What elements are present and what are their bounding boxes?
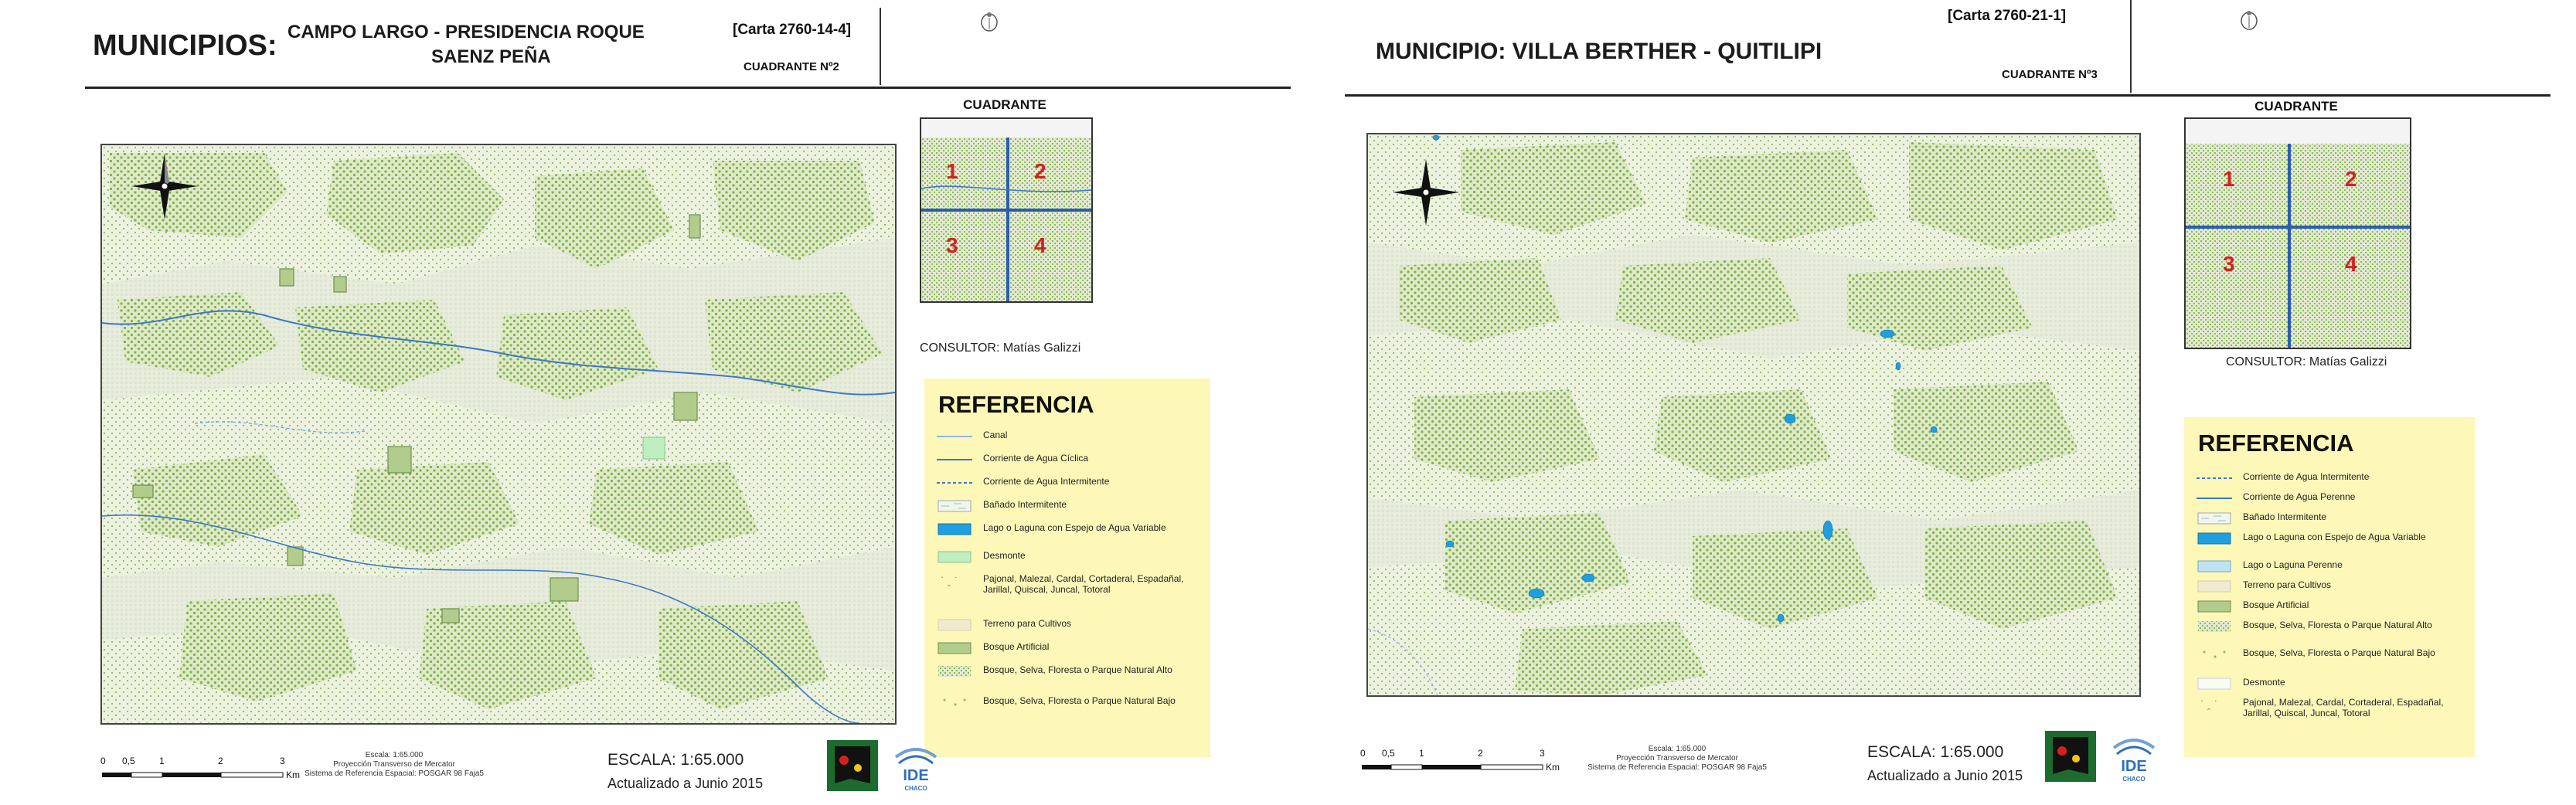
legend-item: ˙ ‸ ˙ Pajonal, Malezal, Cardal, Cortaderal, Espadañal, Jarillal, Quiscal, Juncal, Totoral (937, 573, 1192, 595)
legend-item: Bosque, Selva, Floresta o Parque Natural Bajo (937, 695, 1192, 709)
legend-item: Terreno para Cultivos (2197, 579, 2452, 593)
map-canvas (102, 145, 895, 723)
north-arrow-icon (130, 151, 199, 221)
quadrant-index-title: CUADRANTE (963, 97, 1046, 112)
legend-item: Corriente de Agua Perenne (2197, 491, 2452, 505)
lago-variable-icon (2197, 532, 2232, 545)
header-divider (880, 8, 881, 85)
corriente-perenne-icon (2197, 491, 2232, 505)
legend-item: Desmonte (2197, 677, 2452, 691)
bosque-bajo-icon (937, 695, 972, 709)
legend-item: Corriente de Agua Cíclica (937, 453, 1192, 467)
legend-panel (2184, 417, 2475, 757)
pajonal-icon (2197, 697, 2232, 711)
bosque-alto-icon (937, 664, 972, 678)
main-map[interactable] (1366, 133, 2141, 697)
lago-perenne-icon (2197, 559, 2232, 573)
desmonte-area (643, 437, 665, 459)
corriente-intermitente-icon (937, 476, 972, 490)
pajonal-icon (937, 573, 972, 587)
north-arrow-icon (1391, 158, 1461, 227)
ide-chaco-logo: IDE CHACO (2107, 732, 2161, 783)
legend-panel (924, 379, 1210, 757)
quadrant-number: 4 (1034, 233, 1046, 257)
bosque-alto-icon (2197, 620, 2232, 633)
quadrant-number: 2 (2345, 167, 2357, 191)
corriente-intermitente-icon (2197, 471, 2232, 485)
scale-info: Escala: 1:65.000 Proyección Transverso de Mercator Sistema de Referencia Espacial: POSGAR 98 Faja5 (305, 751, 484, 778)
escala-label: ESCALA: 1:65.000 (607, 751, 744, 769)
legend-item: Corriente de Agua Intermitente (2197, 471, 2452, 485)
banado-icon (937, 499, 972, 513)
legend-item: Bosque, Selva, Floresta o Parque Natural Alto (2197, 620, 2452, 633)
updated-label: Actualizado a Junio 2015 (1867, 768, 2023, 783)
legend-item: Lago o Laguna con Espejo de Agua Variable (937, 522, 1192, 536)
escala-label: ESCALA: 1:65.000 (1867, 743, 2004, 761)
consultor-label: CONSULTOR: Matías Galizzi (2226, 355, 2387, 369)
desmonte-icon (937, 550, 972, 564)
map-sheet-right: MUNICIPIO: VILLA BERTHER - QUITILIPI [Carta 2760-21-1] CUADRANTE Nº3 CUADRANTE 1 2 3 4 CONSULTOR: Matías Galizzi REFERENCIA Corriente de Agua Intermitente Corriente de Agua Perenne Bañado Intermitente Lago o Laguna con Espejo de Agua Variable Lago o Laguna Perenne Terreno para Cultivos Bosque Artificial Bosque, Selva, Floresta o Parque Natural Alto Bosque, Selva, Floresta o Parque Natural Bajo Desmonte ˙ ‸ ˙ Pajonal, Malezal, Cardal, Cortaderal, Espadañal, Jarillal, Quiscal, Juncal, Totoral 0 0,5 1 2 3 Km Escala: 1:65.000 Proyección Transverso de Mercator Sistema de Referencia Espacial: POSGAR 98 Faja5 ESCALA: 1:65.000 Actualizado a Junio 2015 IDE CHACO (1345, 0, 2550, 805)
legend-item: Lago o Laguna Perenne (2197, 559, 2452, 573)
seal-icon (979, 11, 999, 32)
svg-text:˙ ‸ ˙: ˙ ‸ ˙ (940, 576, 958, 586)
legend-item: Bosque, Selva, Floresta o Parque Natural Alto (937, 664, 1192, 678)
svg-text:˙ ‸ ˙: ˙ ‸ ˙ (2200, 699, 2218, 710)
quadrant-index-map[interactable] (920, 117, 1093, 303)
legend-item: Terreno para Cultivos (937, 618, 1192, 632)
quadrant-canvas (921, 119, 1091, 301)
cultivo-icon (937, 618, 972, 632)
legend-item: Bañado Intermitente (937, 499, 1192, 513)
quadrant-canvas (2186, 119, 2410, 348)
quadrant-number: 2 (1034, 159, 1046, 183)
lago-variable-icon (937, 522, 972, 536)
sheet-title: MUNICIPIOS: (93, 29, 277, 62)
updated-label: Actualizado a Junio 2015 (607, 776, 764, 791)
legend-item: Canal (937, 430, 1192, 443)
sheet-title: MUNICIPIO: VILLA BERTHER - QUITILIPI (1376, 39, 1822, 64)
ide-chaco-logo: IDE CHACO (889, 742, 943, 792)
consultor-label: CONSULTOR: Matías Galizzi (920, 341, 1081, 355)
bosque-bajo-icon (2197, 647, 2232, 661)
quadrant-number: 1 (2223, 167, 2235, 191)
seal-icon (2239, 9, 2259, 31)
map-sheet-left: MUNICIPIOS: CAMPO LARGO - PRESIDENCIA ROQUE SAENZ PEÑA [Carta 2760-14-4] CUADRANTE Nº2 CUADRANTE 1 2 3 4 CONSULTOR: Matías Galizzi REFERENCIA Canal Corriente de Agua Cíclica Corriente de Agua Intermitente Bañado Intermitente Lago o Laguna con Espejo de Agua Variable Desmonte ˙ ‸ ˙ Pajonal, Malezal, Cardal, Cortaderal, Espadañal, Jarillal, Quiscal, Juncal, Totoral Terreno para Cultivos Bosque Artificial Bosque, Selva, Floresta o Parque Natural Alto Bosque, Selva, Floresta o Parque Natural Bajo 0 0,5 1 2 3 Km Escala: 1:65.000 Proyección Transverso de Mercator Sistema de Referencia Espacial: POSGAR 98 Faja5 ESCALA: 1:65.000 Actualizado a Junio 2015 IDE CHACO (85, 0, 1291, 805)
carta-label: [Carta 2760-21-1] (1948, 8, 2067, 24)
quadrant-number: 4 (2345, 252, 2357, 276)
sheet-subtitle: SAENZ PEÑA (431, 46, 551, 67)
legend-item: Lago o Laguna con Espejo de Agua Variable (2197, 532, 2452, 545)
header-divider (2130, 0, 2132, 93)
legend-title: REFERENCIA (2198, 430, 2354, 457)
legend-item: ˙ ‸ ˙ Pajonal, Malezal, Cardal, Cortaderal, Espadañal, Jarillal, Quiscal, Juncal, Totoral (2197, 697, 2452, 718)
map-canvas (1368, 134, 2139, 695)
scale-info: Escala: 1:65.000 Proyección Transverso de Mercator Sistema de Referencia Espacial: POSGAR 98 Faja5 (1587, 745, 1767, 772)
cuadrante-label: CUADRANTE Nº3 (2002, 68, 2098, 81)
desmonte-icon (2197, 677, 2232, 691)
main-map[interactable] (100, 144, 897, 725)
quadrant-index-map[interactable] (2184, 117, 2411, 349)
corriente-ciclica-icon (937, 453, 972, 467)
legend-title: REFERENCIA (938, 391, 1094, 418)
legend-item: Bosque, Selva, Floresta o Parque Natural Bajo (2197, 647, 2452, 661)
carta-label: [Carta 2760-14-4] (733, 22, 852, 38)
legend-item: Bañado Intermitente (2197, 511, 2452, 525)
scale-bar-graphic (1360, 763, 1561, 774)
legend-item: Bosque Artificial (2197, 600, 2452, 613)
canal-icon (937, 430, 972, 443)
quadrant-number: 1 (946, 159, 958, 183)
scale-bar-graphic (100, 771, 301, 782)
banado-icon (2197, 511, 2232, 525)
quadrant-number: 3 (946, 233, 958, 257)
cultivo-icon (2197, 579, 2232, 593)
legend-item: Desmonte (937, 550, 1192, 564)
province-seal (2195, 9, 2303, 34)
sheet-subtitle: CAMPO LARGO - PRESIDENCIA ROQUE (288, 22, 645, 42)
bosque-artificial-icon (2197, 600, 2232, 613)
header-rule (1345, 94, 2550, 97)
cuadrante-label: CUADRANTE Nº2 (744, 60, 839, 73)
province-seal (935, 11, 1043, 36)
chaco-map-logo-icon (2045, 731, 2096, 782)
chaco-map-logo-icon (827, 740, 878, 791)
quadrant-index-title: CUADRANTE (2254, 99, 2338, 114)
legend-item: Bosque Artificial (937, 641, 1192, 655)
header-rule (85, 87, 1291, 89)
legend-item: Corriente de Agua Intermitente (937, 476, 1192, 490)
quadrant-number: 3 (2223, 252, 2235, 276)
bosque-artificial-icon (937, 641, 972, 655)
